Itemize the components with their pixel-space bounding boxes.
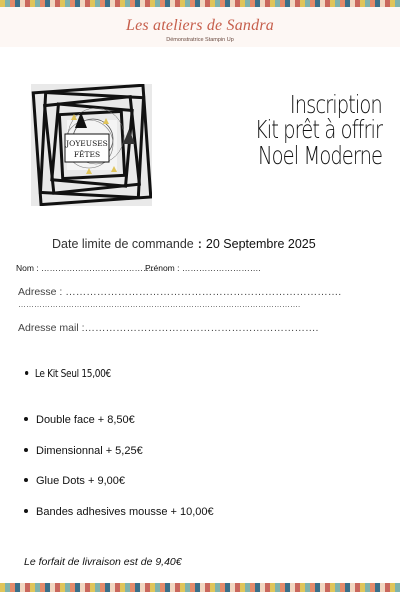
- order-deadline: [52, 237, 316, 251]
- title-line-2: Kit prêt à offrir: [254, 115, 382, 144]
- option-bandes-adhesives[interactable]: [24, 506, 214, 518]
- adresse-field-line2[interactable]: …………………………………………………………………………………………….: [18, 300, 301, 309]
- card-text-line1: JOYEUSES: [66, 139, 108, 148]
- bottom-decorative-stripe: [0, 583, 400, 592]
- product-photo: [31, 84, 152, 206]
- option-glue-dots[interactable]: [24, 475, 125, 487]
- option-dimensionnal[interactable]: [24, 445, 143, 457]
- adresse-field[interactable]: Adresse : …………………………………………………………………….: [18, 286, 342, 298]
- deadline-colon: :: [197, 237, 202, 251]
- bullet-icon: [24, 417, 28, 421]
- nom-field[interactable]: Nom : ………………………………….: [16, 263, 154, 273]
- option-label: Bandes adhesives mousse + 10,00€: [36, 506, 214, 518]
- shipping-note: Le forfait de livraison est de 9,40€: [24, 556, 182, 568]
- option-label: Dimensionnal + 5,25€: [36, 445, 143, 457]
- option-double-face[interactable]: [24, 414, 135, 426]
- option-label: Glue Dots + 9,00€: [36, 475, 125, 487]
- prenom-field[interactable]: Prénom : ……………………….: [145, 263, 261, 273]
- kit-option[interactable]: [25, 367, 111, 380]
- title-line-3: Noel Moderne: [257, 141, 382, 170]
- deadline-value: 20 Septembre 2025: [205, 237, 316, 251]
- kit-label: Le Kit Seul 15,00€: [34, 367, 111, 380]
- option-label: Double face + 8,50€: [36, 414, 135, 426]
- brand-subtitle: Démonstratrice Stampin Up: [166, 37, 234, 43]
- title-line-1: Inscription: [290, 90, 382, 119]
- deadline-label: Date limite de commande: [52, 237, 194, 251]
- bullet-icon: [24, 478, 28, 482]
- top-decorative-stripe: [0, 0, 400, 7]
- card-text-line2: FÊTES: [73, 150, 101, 159]
- bullet-icon: [24, 509, 28, 513]
- adresse-mail-field[interactable]: Adresse mail :………………………………………………………….: [18, 322, 319, 334]
- brand-name: Les ateliers de Sandra: [126, 17, 274, 34]
- bullet-icon: [24, 448, 28, 452]
- bullet-icon: [25, 371, 28, 375]
